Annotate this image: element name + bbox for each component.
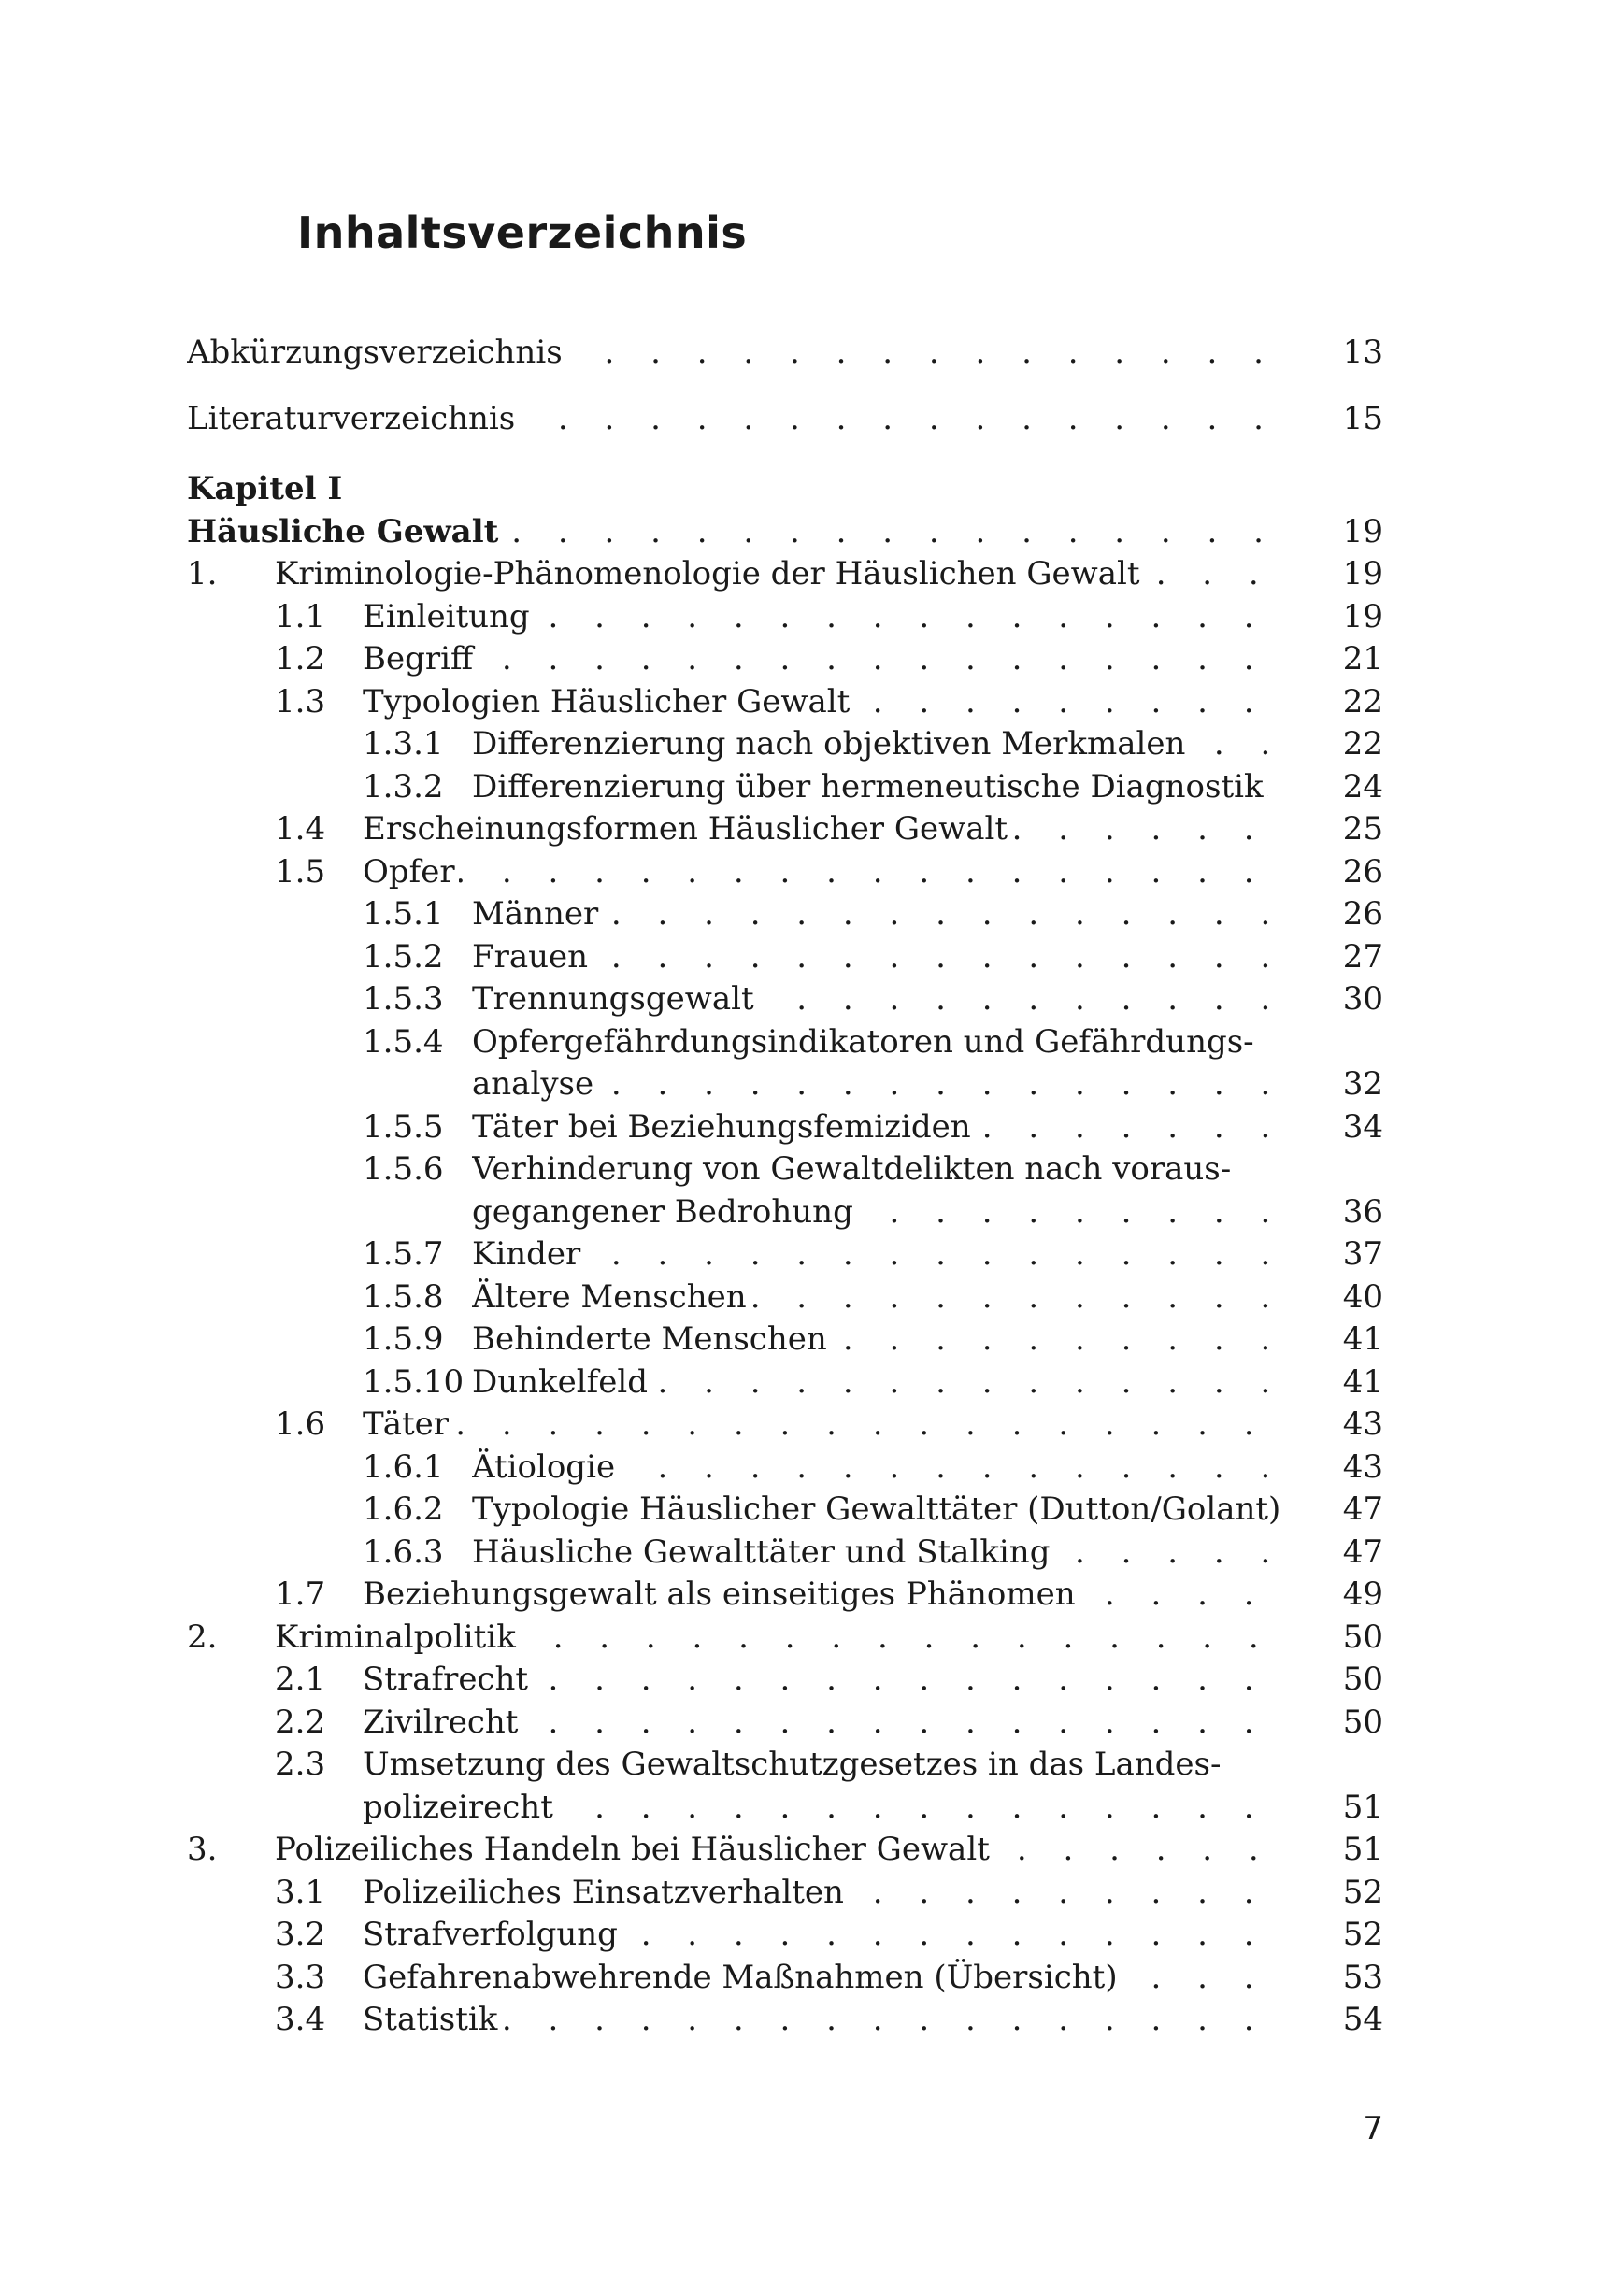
- toc-entry-title: [187, 398, 1290, 441]
- toc-entry-label: Opfer: [363, 853, 459, 891]
- toc-entry-label: gegangener Bedrohung: [472, 1193, 857, 1231]
- toc-entry: [187, 808, 1383, 851]
- toc-entry-title: [472, 1447, 1290, 1490]
- toc-entry: [187, 1999, 1383, 2042]
- toc-entry-title: [472, 1191, 1290, 1234]
- toc-entry-label: Täter bei Beziehungsfemiziden: [472, 1108, 975, 1146]
- toc-entry-label: Strafrecht: [363, 1661, 532, 1698]
- toc-entry: [187, 936, 1383, 979]
- toc-entry-page: 51: [1342, 1788, 1383, 1826]
- toc-entry-title: [472, 1319, 1290, 1362]
- toc-entry-number: 1.5.2: [363, 937, 444, 976]
- toc-entry-label: Gefahrenabwehrende Maßnahmen (Übersicht): [363, 1959, 1122, 1996]
- toc-entry-page: 50: [1342, 1703, 1383, 1741]
- toc-entry-number: 2.3: [275, 1746, 326, 1783]
- toc-entry-number: 2.: [187, 1618, 218, 1656]
- toc-entry-title: [472, 1489, 1290, 1532]
- toc-entry-label: Differenzierung nach objektiven Merkmalen: [472, 725, 1189, 763]
- toc-entry: [187, 1489, 1383, 1532]
- toc-entry-number: 3.3: [275, 1958, 326, 1996]
- toc-entry-page: 47: [1342, 1490, 1383, 1528]
- toc-entry: [187, 1191, 1383, 1234]
- toc-entry-label: Statistik: [363, 2001, 501, 2038]
- toc-entry-page: 47: [1342, 1533, 1383, 1571]
- toc-entry: [187, 1362, 1383, 1405]
- toc-entry-page: 19: [1342, 512, 1383, 550]
- toc-entry-label: Trennungsgewalt: [472, 980, 758, 1018]
- toc-entry-page: 50: [1342, 1661, 1383, 1698]
- toc-entry: [187, 1148, 1383, 1191]
- toc-entry-label: Kinder: [472, 1235, 584, 1273]
- toc-entry-page: 13: [1342, 334, 1383, 371]
- toc-entry-title: [363, 1702, 1290, 1745]
- toc-entry-number: 1.7: [275, 1576, 326, 1613]
- toc-entry-page: 41: [1342, 1320, 1383, 1358]
- toc-entry-title: [472, 893, 1290, 936]
- toc-entry-title: [187, 332, 1290, 375]
- toc-entry-page: 21: [1342, 640, 1383, 677]
- toc-entry-title: [472, 766, 1290, 809]
- toc-entry-label: Differenzierung über hermeneutische Diagnostik: [472, 768, 1267, 806]
- toc-entry-page: 15: [1342, 399, 1383, 437]
- toc-entry-page: 52: [1342, 1916, 1383, 1953]
- toc-entry-number: 1.5.6: [363, 1150, 444, 1188]
- toc-entry-page: 37: [1342, 1235, 1383, 1273]
- toc-entry-number: 1.: [187, 555, 218, 592]
- table-of-contents: [187, 332, 1383, 2042]
- toc-entry-label: Ätiologie: [472, 1448, 619, 1486]
- toc-entry-page: 54: [1342, 2001, 1383, 2038]
- toc-entry: [187, 596, 1383, 639]
- toc-entry-page: 26: [1342, 895, 1383, 933]
- toc-entry-page: 22: [1342, 682, 1383, 720]
- toc-entry-page: 25: [1342, 810, 1383, 848]
- toc-entry: [187, 1276, 1383, 1319]
- toc-entry-title: [363, 1659, 1290, 1702]
- toc-entry-number: 2.2: [275, 1703, 326, 1741]
- toc-entry-title: [472, 1021, 1290, 1064]
- toc-entry-title: [472, 1148, 1290, 1191]
- toc-entry-label: Dunkelfeld: [472, 1363, 651, 1401]
- toc-entry: [187, 1574, 1383, 1617]
- toc-entry: [187, 1617, 1383, 1660]
- toc-entry-page: 41: [1342, 1362, 1383, 1401]
- toc-entry-label: Behinderte Menschen: [472, 1320, 831, 1358]
- toc-entry-number: 1.3.1: [363, 725, 444, 763]
- toc-entry: [187, 1447, 1383, 1490]
- toc-entry-number: 1.6.3: [363, 1533, 444, 1571]
- toc-entry-page: 49: [1342, 1576, 1383, 1613]
- toc-entry-page: 53: [1342, 1958, 1383, 1996]
- toc-entry-label: Typologien Häuslicher Gewalt: [363, 683, 853, 720]
- toc-entry: [187, 681, 1383, 724]
- toc-entry-title: [472, 1234, 1290, 1276]
- toc-entry: [187, 1319, 1383, 1362]
- toc-entry-number: 1.5.3: [363, 980, 444, 1018]
- toc-entry-page: 43: [1342, 1447, 1383, 1486]
- toc-entry-title: [472, 978, 1290, 1021]
- toc-entry: [187, 398, 1383, 441]
- toc-entry-label: Umsetzung des Gewaltschutzgesetzes in das Landes-: [363, 1746, 1224, 1783]
- toc-entry-title: [275, 553, 1290, 596]
- toc-entry-label: Beziehungsgewalt als einseitiges Phänomen: [363, 1576, 1079, 1613]
- toc-entry: [187, 1532, 1383, 1575]
- toc-entry-label: Opfergefährdungsindikatoren und Gefährdungs-: [472, 1023, 1258, 1061]
- toc-entry-number: 2.1: [275, 1661, 326, 1698]
- toc-entry-title: [363, 1957, 1290, 2000]
- toc-entry-title: [363, 1787, 1290, 1830]
- toc-entry-number: 3.1: [275, 1873, 326, 1911]
- toc-entry: [187, 1872, 1383, 1915]
- toc-entry-number: 3.2: [275, 1916, 326, 1953]
- toc-entry-label: Verhinderung von Gewaltdelikten nach voraus-: [472, 1150, 1235, 1188]
- toc-entry: [187, 553, 1383, 596]
- toc-entry: [187, 893, 1383, 936]
- toc-entry-label: Polizeiliches Einsatzverhalten: [363, 1874, 848, 1911]
- toc-entry: [187, 332, 1383, 375]
- toc-entry: [187, 1914, 1383, 1957]
- toc-entry-title: [363, 1999, 1290, 2042]
- toc-entry: [187, 1744, 1383, 1787]
- toc-entry-title: [187, 468, 1290, 511]
- toc-entry-title: [363, 851, 1290, 894]
- toc-entry-page: 36: [1342, 1192, 1383, 1231]
- toc-entry-number: 1.1: [275, 597, 326, 635]
- page-title: Inhaltsverzeichnis: [297, 207, 748, 258]
- toc-entry-number: 3.: [187, 1831, 218, 1868]
- toc-entry-number: 1.5.4: [363, 1022, 444, 1061]
- toc-entry-title: [363, 808, 1290, 851]
- toc-entry: [187, 851, 1383, 894]
- toc-entry: [187, 978, 1383, 1021]
- toc-entry-number: 3.4: [275, 2001, 326, 2038]
- toc-entry-page: 51: [1342, 1831, 1383, 1868]
- toc-entry: [187, 1106, 1383, 1149]
- toc-entry-title: [363, 638, 1290, 681]
- toc-entry-number: 1.5.5: [363, 1107, 444, 1146]
- toc-entry-label: Begriff: [363, 640, 477, 677]
- toc-entry: [187, 638, 1383, 681]
- toc-entry-number: 1.6: [275, 1405, 326, 1443]
- toc-entry-label: Kriminologie-Phänomenologie der Häuslichen Gewalt: [275, 555, 1144, 592]
- toc-entry-label: Strafverfolgung: [363, 1916, 622, 1953]
- toc-entry-page: 22: [1342, 725, 1383, 763]
- toc-entry-page: 24: [1342, 767, 1383, 806]
- toc-entry: [187, 766, 1383, 809]
- toc-entry-page: 30: [1342, 980, 1383, 1018]
- toc-entry-title: [363, 1744, 1290, 1787]
- toc-entry: [187, 1021, 1383, 1064]
- toc-entry-number: 1.5.1: [363, 895, 444, 933]
- toc-entry-page: 34: [1342, 1107, 1383, 1146]
- toc-entry-number: 1.5: [275, 852, 326, 891]
- toc-entry-title: [363, 1914, 1290, 1957]
- toc-entry-number: 1.5.7: [363, 1235, 444, 1273]
- toc-entry-title: [363, 1404, 1290, 1447]
- toc-entry-page: 50: [1342, 1618, 1383, 1656]
- page-number: 7: [1363, 2110, 1383, 2147]
- toc-entry-label: Ältere Menschen: [472, 1278, 750, 1316]
- toc-entry-label: Häusliche Gewalt: [187, 513, 502, 550]
- toc-entry-number: 1.4: [275, 810, 326, 848]
- toc-entry-title: [363, 1872, 1290, 1915]
- toc-entry: [187, 1829, 1383, 1872]
- toc-entry-number: 1.6.2: [363, 1490, 444, 1528]
- toc-entry-title: [363, 1574, 1290, 1617]
- toc-entry-label: Literaturverzeichnis: [187, 400, 519, 437]
- toc-entry-label: Polizeiliches Handeln bei Häuslicher Gewalt: [275, 1831, 993, 1868]
- toc-entry: [187, 1234, 1383, 1276]
- toc-entry-title: [472, 1106, 1290, 1149]
- toc-entry-page: 43: [1342, 1405, 1383, 1443]
- toc-entry-label: analyse: [472, 1065, 597, 1103]
- toc-entry-number: 1.2: [275, 640, 326, 677]
- toc-entry-title: [472, 723, 1290, 766]
- toc-entry-page: 19: [1342, 555, 1383, 592]
- toc-entry-label: Einleitung: [363, 598, 534, 635]
- toc-entry: [187, 1702, 1383, 1745]
- toc-entry-page: 40: [1342, 1277, 1383, 1316]
- toc-entry-number: 1.3: [275, 682, 326, 720]
- toc-entry-title: [472, 1532, 1290, 1575]
- toc-entry-label: Zivilrecht: [363, 1704, 522, 1741]
- toc-entry-label: Typologie Häuslicher Gewalttäter (Dutton/Golant): [472, 1490, 1284, 1528]
- toc-entry: [187, 1957, 1383, 2000]
- toc-entry-label: Kapitel I: [187, 470, 346, 507]
- toc-entry-number: 1.5.8: [363, 1277, 444, 1316]
- toc-entry: [187, 1063, 1383, 1106]
- toc-entry: [187, 1787, 1383, 1830]
- toc-entry-page: 32: [1342, 1065, 1383, 1103]
- toc-entry-title: [472, 1362, 1290, 1405]
- toc-entry-page: 26: [1342, 852, 1383, 891]
- toc-entry-label: Häusliche Gewalttäter und Stalking: [472, 1533, 1053, 1571]
- toc-entry-title: [275, 1617, 1290, 1660]
- toc-entry-page: 27: [1342, 937, 1383, 976]
- toc-entry-page: 19: [1342, 597, 1383, 635]
- toc-entry-number: 1.5.9: [363, 1320, 444, 1358]
- toc-entry-title: [187, 511, 1290, 554]
- toc-entry-title: [472, 1276, 1290, 1319]
- toc-entry-title: [472, 936, 1290, 979]
- toc-entry-page: 52: [1342, 1873, 1383, 1911]
- toc-entry-label: Erscheinungsformen Häuslicher Gewalt: [363, 810, 1011, 848]
- toc-entry-label: Täter: [363, 1405, 452, 1443]
- toc-entry-title: [472, 1063, 1290, 1106]
- toc-entry: [187, 1659, 1383, 1702]
- toc-entry: [187, 1404, 1383, 1447]
- toc-entry-label: polizeirecht: [363, 1789, 557, 1826]
- toc-entry-number: 1.3.2: [363, 767, 444, 806]
- toc-entry-title: [363, 681, 1290, 724]
- toc-entry: [187, 511, 1383, 554]
- toc-entry-title: [363, 596, 1290, 639]
- toc-entry: [187, 468, 1383, 511]
- toc-entry-label: Kriminalpolitik: [275, 1619, 520, 1656]
- toc-entry-title: [275, 1829, 1290, 1872]
- toc-entry-label: Männer: [472, 895, 602, 933]
- toc-entry-number: 1.5.10: [363, 1362, 465, 1401]
- toc-entry-label: Frauen: [472, 938, 592, 976]
- toc-entry-label: Abkürzungsverzeichnis: [187, 334, 566, 371]
- toc-entry: [187, 723, 1383, 766]
- toc-entry-number: 1.6.1: [363, 1447, 444, 1486]
